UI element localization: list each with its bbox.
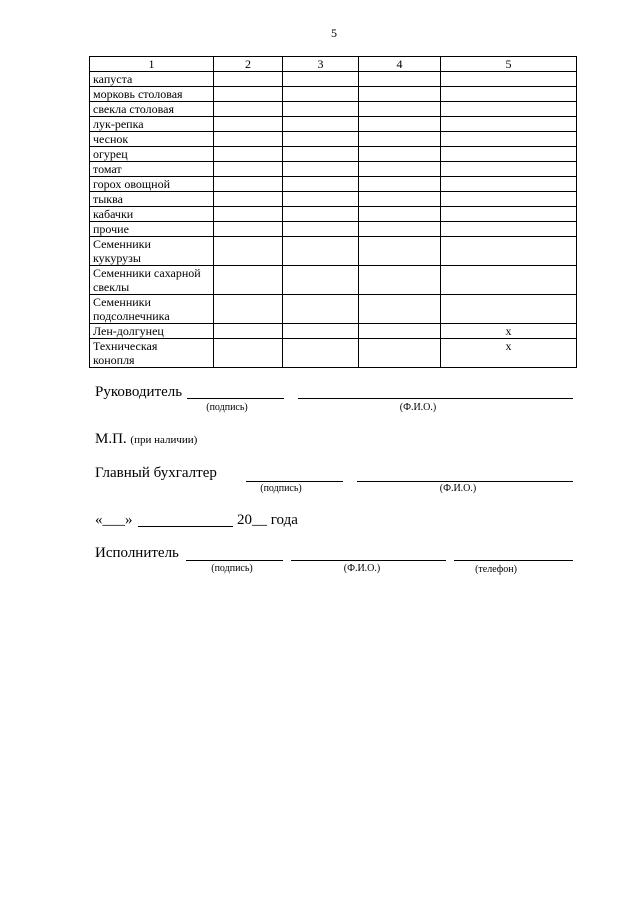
row-label: чеснок [90,132,214,147]
director-name-line [298,398,573,399]
executor-signature-line [186,560,283,561]
date-day: «___» [95,512,133,528]
row-label: тыква [90,192,214,207]
table-row [90,207,577,222]
executor-signature-caption: (подпись) [211,563,253,574]
table-row [90,117,577,132]
executor-name-caption: (Ф.И.О.) [343,563,381,574]
table-row [90,237,577,266]
header-col-1: 1 [90,57,214,72]
table-row [90,162,577,177]
row-label: морковь столовая [90,87,214,102]
table-row [90,222,577,237]
executor-phone-caption: (телефон) [475,564,517,575]
header-col-2: 2 [214,57,283,72]
accountant-name-caption: (Ф.И.О.) [439,483,477,494]
date-year: 20__ года [237,512,298,528]
table-row [90,72,577,87]
table-row [90,295,577,324]
table-row [90,102,577,117]
accountant-signature-line [246,481,343,482]
table-header-row [90,57,577,72]
row-label: Семенники подсолнечника [90,295,214,324]
row-label: Семенники кукурузы [90,237,214,266]
stamp-note: (при наличии) [130,434,198,446]
table-row [90,87,577,102]
row-label: Лен-долгунец [90,324,214,339]
row-label: лук-репка [90,117,214,132]
director-signature-line [187,398,284,399]
header-col-5: 5 [441,57,577,72]
header-col-3: 3 [283,57,359,72]
executor-phone-line [454,560,573,561]
director-name-caption: (Ф.И.О.) [399,402,437,413]
row-label: огурец [90,147,214,162]
stamp-area [95,431,197,448]
row-label: кабачки [90,207,214,222]
table-row [90,324,577,339]
table-row [90,339,577,368]
stamp-label: М.П. [95,431,127,447]
header-col-4: 4 [359,57,441,72]
row-label: прочие [90,222,214,237]
accountant-signature-caption: (подпись) [260,483,302,494]
row-label: томат [90,162,214,177]
row-label: Техническая конопля [90,339,214,368]
table-row [90,132,577,147]
page-number: 5 [331,26,337,40]
executor-name-line [291,560,446,561]
director-signature-caption: (подпись) [206,402,248,413]
table-row [90,147,577,162]
table-row [90,192,577,207]
row-label: горох овощной [90,177,214,192]
cell-mark: x [441,324,577,339]
table-row [90,266,577,295]
row-label: свекла столовая [90,102,214,117]
data-table [89,56,577,368]
accountant-name-line [357,481,573,482]
table-row [90,177,577,192]
cell-mark: x [441,339,577,368]
row-label: Семенники сахарной свеклы [90,266,214,295]
date-month-line [138,526,233,527]
accountant-label: Главный бухгалтер [95,465,217,481]
executor-label: Исполнитель [95,545,179,561]
row-label: капуста [90,72,214,87]
director-label: Руководитель [95,384,183,400]
